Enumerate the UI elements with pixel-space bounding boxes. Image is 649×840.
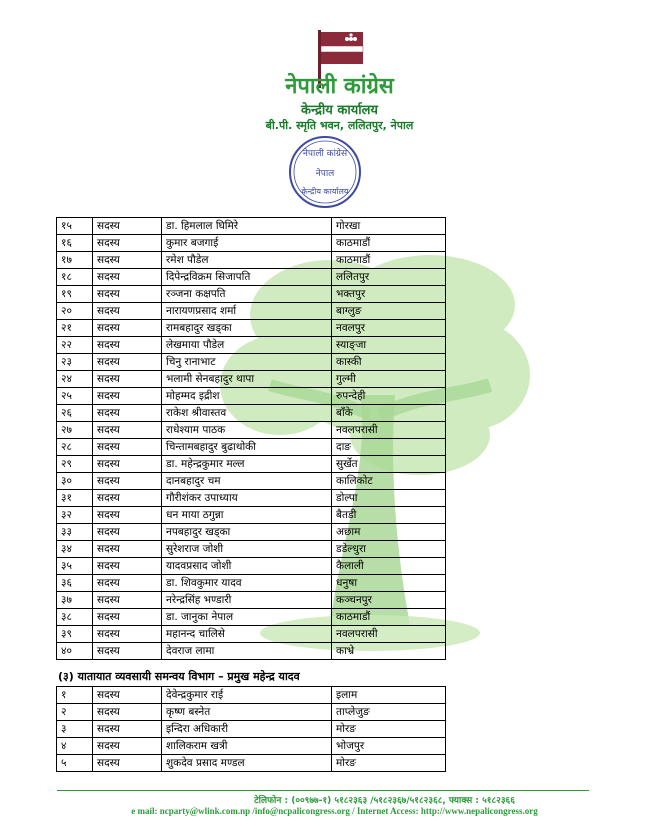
- office-name: केन्द्रीय कार्यालय: [301, 103, 378, 118]
- row-district: बाँके: [332, 405, 446, 422]
- row-role: सदस्य: [93, 337, 162, 354]
- row-district: कञ्चनपुर: [332, 592, 446, 609]
- row-role: सदस्य: [93, 507, 162, 524]
- org-name: नेपाली कांग्रेस: [285, 74, 394, 99]
- row-name: यादवप्रसाद जोशी: [162, 558, 332, 575]
- row-district: कास्की: [332, 354, 446, 371]
- row-district: नवलपरासी: [332, 626, 446, 643]
- row-role: सदस्य: [93, 575, 162, 592]
- row-district: इलाम: [332, 687, 446, 704]
- row-number: ४: [57, 738, 93, 755]
- row-number: ४०: [57, 643, 93, 660]
- row-district: काभ्रे: [332, 643, 446, 660]
- seal-top-text: नेपाली कांग्रेस: [302, 149, 348, 159]
- row-district: स्याङ्जा: [332, 337, 446, 354]
- row-number: ३२: [57, 507, 93, 524]
- table-row: [57, 609, 446, 626]
- row-number: ३०: [57, 473, 93, 490]
- row-number: २८: [57, 439, 93, 456]
- table-row: [57, 687, 446, 704]
- table-row: [57, 354, 446, 371]
- members-table: [56, 217, 446, 660]
- row-role: सदस्य: [93, 405, 162, 422]
- row-district: दाङ: [332, 439, 446, 456]
- table-row: [57, 755, 446, 772]
- table-row: [57, 721, 446, 738]
- row-role: सदस्य: [93, 524, 162, 541]
- row-district: नवलपरासी: [332, 422, 446, 439]
- row-name: रामबहादुर खड्का: [162, 320, 332, 337]
- row-district: गुल्मी: [332, 371, 446, 388]
- row-role: सदस्य: [93, 371, 162, 388]
- table-row: [57, 252, 446, 269]
- row-district: धनुषा: [332, 575, 446, 592]
- footer-divider: [57, 790, 589, 791]
- row-name: कुमार बजगाई: [162, 235, 332, 252]
- table-row: [57, 541, 446, 558]
- row-district: मोरङ: [332, 721, 446, 738]
- row-role: सदस्य: [93, 439, 162, 456]
- table-row: [57, 490, 446, 507]
- seal-stamp: [287, 134, 363, 210]
- row-role: सदस्य: [93, 558, 162, 575]
- row-role: सदस्य: [93, 643, 162, 660]
- table-row: [57, 704, 446, 721]
- row-district: रुपन्देही: [332, 388, 446, 405]
- row-number: ५: [57, 755, 93, 772]
- row-number: २: [57, 704, 93, 721]
- row-name: रञ्जना कक्षपति: [162, 286, 332, 303]
- row-district: ताप्लेजुङ: [332, 704, 446, 721]
- row-name: चिन्तामबहादुर बुढाथोकी: [162, 439, 332, 456]
- row-number: ३१: [57, 490, 93, 507]
- row-district: काठमाडौं: [332, 235, 446, 252]
- row-name: महानन्द चालिसे: [162, 626, 332, 643]
- row-district: बाग्लुङ: [332, 303, 446, 320]
- table-row: [57, 422, 446, 439]
- row-name: कृष्ण बस्नेत: [162, 704, 332, 721]
- footer-telephone: टेलिफोन : (००९७७-१) ५१८२३६३ /५१८२३६७/५१८२३६८, फ्याक्स : ५१८२३६६: [254, 796, 515, 806]
- row-district: सुर्खेत: [332, 456, 446, 473]
- row-district: डडेल्धुरा: [332, 541, 446, 558]
- row-name: शालिकराम खत्री: [162, 738, 332, 755]
- row-role: सदस्य: [93, 320, 162, 337]
- row-number: ३: [57, 721, 93, 738]
- row-name: देवेन्द्रकुमार राई: [162, 687, 332, 704]
- row-name: धन माया ठगुन्ना: [162, 507, 332, 524]
- row-name: भलामी सेनबहादुर थापा: [162, 371, 332, 388]
- row-number: १: [57, 687, 93, 704]
- row-name: सुरेशराज जोशी: [162, 541, 332, 558]
- row-number: २३: [57, 354, 93, 371]
- row-role: सदस्य: [93, 626, 162, 643]
- table-row: [57, 558, 446, 575]
- seal-middle-text: नेपाल: [315, 169, 335, 179]
- row-name: डा. शिवकुमार यादव: [162, 575, 332, 592]
- row-number: १८: [57, 269, 93, 286]
- row-name: मोहम्मद इद्रीश: [162, 388, 332, 405]
- row-name: चिनु रानाभाट: [162, 354, 332, 371]
- table-row: [57, 524, 446, 541]
- row-name: लेखमाया पौडेल: [162, 337, 332, 354]
- row-number: ३९: [57, 626, 93, 643]
- row-district: गोरखा: [332, 218, 446, 235]
- row-district: अछाम: [332, 524, 446, 541]
- row-role: सदस्य: [93, 721, 162, 738]
- table-row: [57, 235, 446, 252]
- dept-members-table: [56, 686, 446, 772]
- row-role: सदस्य: [93, 286, 162, 303]
- row-name: देवराज लामा: [162, 643, 332, 660]
- row-role: सदस्य: [93, 687, 162, 704]
- table-row: [57, 738, 446, 755]
- row-number: २२: [57, 337, 93, 354]
- row-district: भक्तपुर: [332, 286, 446, 303]
- table-row: [57, 592, 446, 609]
- row-name: शुकदेव प्रसाद मण्डल: [162, 755, 332, 772]
- row-number: १५: [57, 218, 93, 235]
- row-number: २६: [57, 405, 93, 422]
- seal-bottom-text: केन्द्रीय कार्यालय: [301, 187, 349, 196]
- row-district: काठमाडौं: [332, 252, 446, 269]
- row-role: सदस्य: [93, 541, 162, 558]
- row-number: २७: [57, 422, 93, 439]
- row-role: सदस्य: [93, 456, 162, 473]
- row-district: नवलपुर: [332, 320, 446, 337]
- table-row: [57, 388, 446, 405]
- row-name: नपबहादुर खड्का: [162, 524, 332, 541]
- table-row: [57, 405, 446, 422]
- row-number: १९: [57, 286, 93, 303]
- row-district: कैलाली: [332, 558, 446, 575]
- row-number: २४: [57, 371, 93, 388]
- office-address: बी.पी. स्मृति भवन, ललितपुर, नेपाल: [265, 119, 414, 132]
- row-number: १७: [57, 252, 93, 269]
- row-district: काठमाडौं: [332, 609, 446, 626]
- row-role: सदस्य: [93, 354, 162, 371]
- table-row: [57, 286, 446, 303]
- row-role: सदस्य: [93, 755, 162, 772]
- table-row: [57, 643, 446, 660]
- row-number: १६: [57, 235, 93, 252]
- row-role: सदस्य: [93, 422, 162, 439]
- table-row: [57, 269, 446, 286]
- row-number: ३४: [57, 541, 93, 558]
- row-role: सदस्य: [93, 252, 162, 269]
- row-role: सदस्य: [93, 473, 162, 490]
- row-district: मोरङ: [332, 755, 446, 772]
- table-row: [57, 456, 446, 473]
- row-name: राकेश श्रीवास्तव: [162, 405, 332, 422]
- row-name: डा. महेन्द्रकुमार मल्ल: [162, 456, 332, 473]
- table-row: [57, 218, 446, 235]
- dept-heading: (३) यातायात व्यवसायी समन्वय विभाग – प्रमुख महेन्द्र यादव: [58, 670, 300, 683]
- row-number: २०: [57, 303, 93, 320]
- row-name: रमेश पौडेल: [162, 252, 332, 269]
- table-row: [57, 575, 446, 592]
- row-name: दानबहादुर चम: [162, 473, 332, 490]
- row-role: सदस्य: [93, 269, 162, 286]
- footer-contact: e mail: ncparty@wlink.com.np /info@ncpalicongress.org / Internet Access: http://www.nepalicongress.org: [131, 806, 538, 816]
- row-number: ३६: [57, 575, 93, 592]
- row-role: सदस्य: [93, 738, 162, 755]
- row-role: सदस्य: [93, 235, 162, 252]
- row-district: डोल्पा: [332, 490, 446, 507]
- row-role: सदस्य: [93, 592, 162, 609]
- row-name: नरेन्द्रसिंह भण्डारी: [162, 592, 332, 609]
- row-name: गौरीशंकर उपाध्याय: [162, 490, 332, 507]
- table-row: [57, 507, 446, 524]
- row-role: सदस्य: [93, 218, 162, 235]
- row-number: ३५: [57, 558, 93, 575]
- row-district: भोजपुर: [332, 738, 446, 755]
- table-row: [57, 337, 446, 354]
- row-district: कालिकोट: [332, 473, 446, 490]
- table-row: [57, 303, 446, 320]
- row-role: सदस्य: [93, 388, 162, 405]
- row-name: राधेश्याम पाठक: [162, 422, 332, 439]
- table-row: [57, 473, 446, 490]
- row-district: ललितपुर: [332, 269, 446, 286]
- row-number: ३३: [57, 524, 93, 541]
- row-number: २५: [57, 388, 93, 405]
- row-role: सदस्य: [93, 609, 162, 626]
- row-number: २९: [57, 456, 93, 473]
- row-name: डा. जानुका नेपाल: [162, 609, 332, 626]
- row-role: सदस्य: [93, 704, 162, 721]
- row-name: डा. हिमलाल घिमिरे: [162, 218, 332, 235]
- row-name: दिपेन्द्रविक्रम सिजापति: [162, 269, 332, 286]
- row-name: इन्दिरा अधिकारी: [162, 721, 332, 738]
- row-number: ३७: [57, 592, 93, 609]
- row-role: सदस्य: [93, 490, 162, 507]
- row-number: ३८: [57, 609, 93, 626]
- row-role: सदस्य: [93, 303, 162, 320]
- row-name: नारायणप्रसाद शर्मा: [162, 303, 332, 320]
- row-district: बैतडी: [332, 507, 446, 524]
- table-row: [57, 626, 446, 643]
- table-row: [57, 439, 446, 456]
- table-row: [57, 320, 446, 337]
- table-row: [57, 371, 446, 388]
- row-number: २१: [57, 320, 93, 337]
